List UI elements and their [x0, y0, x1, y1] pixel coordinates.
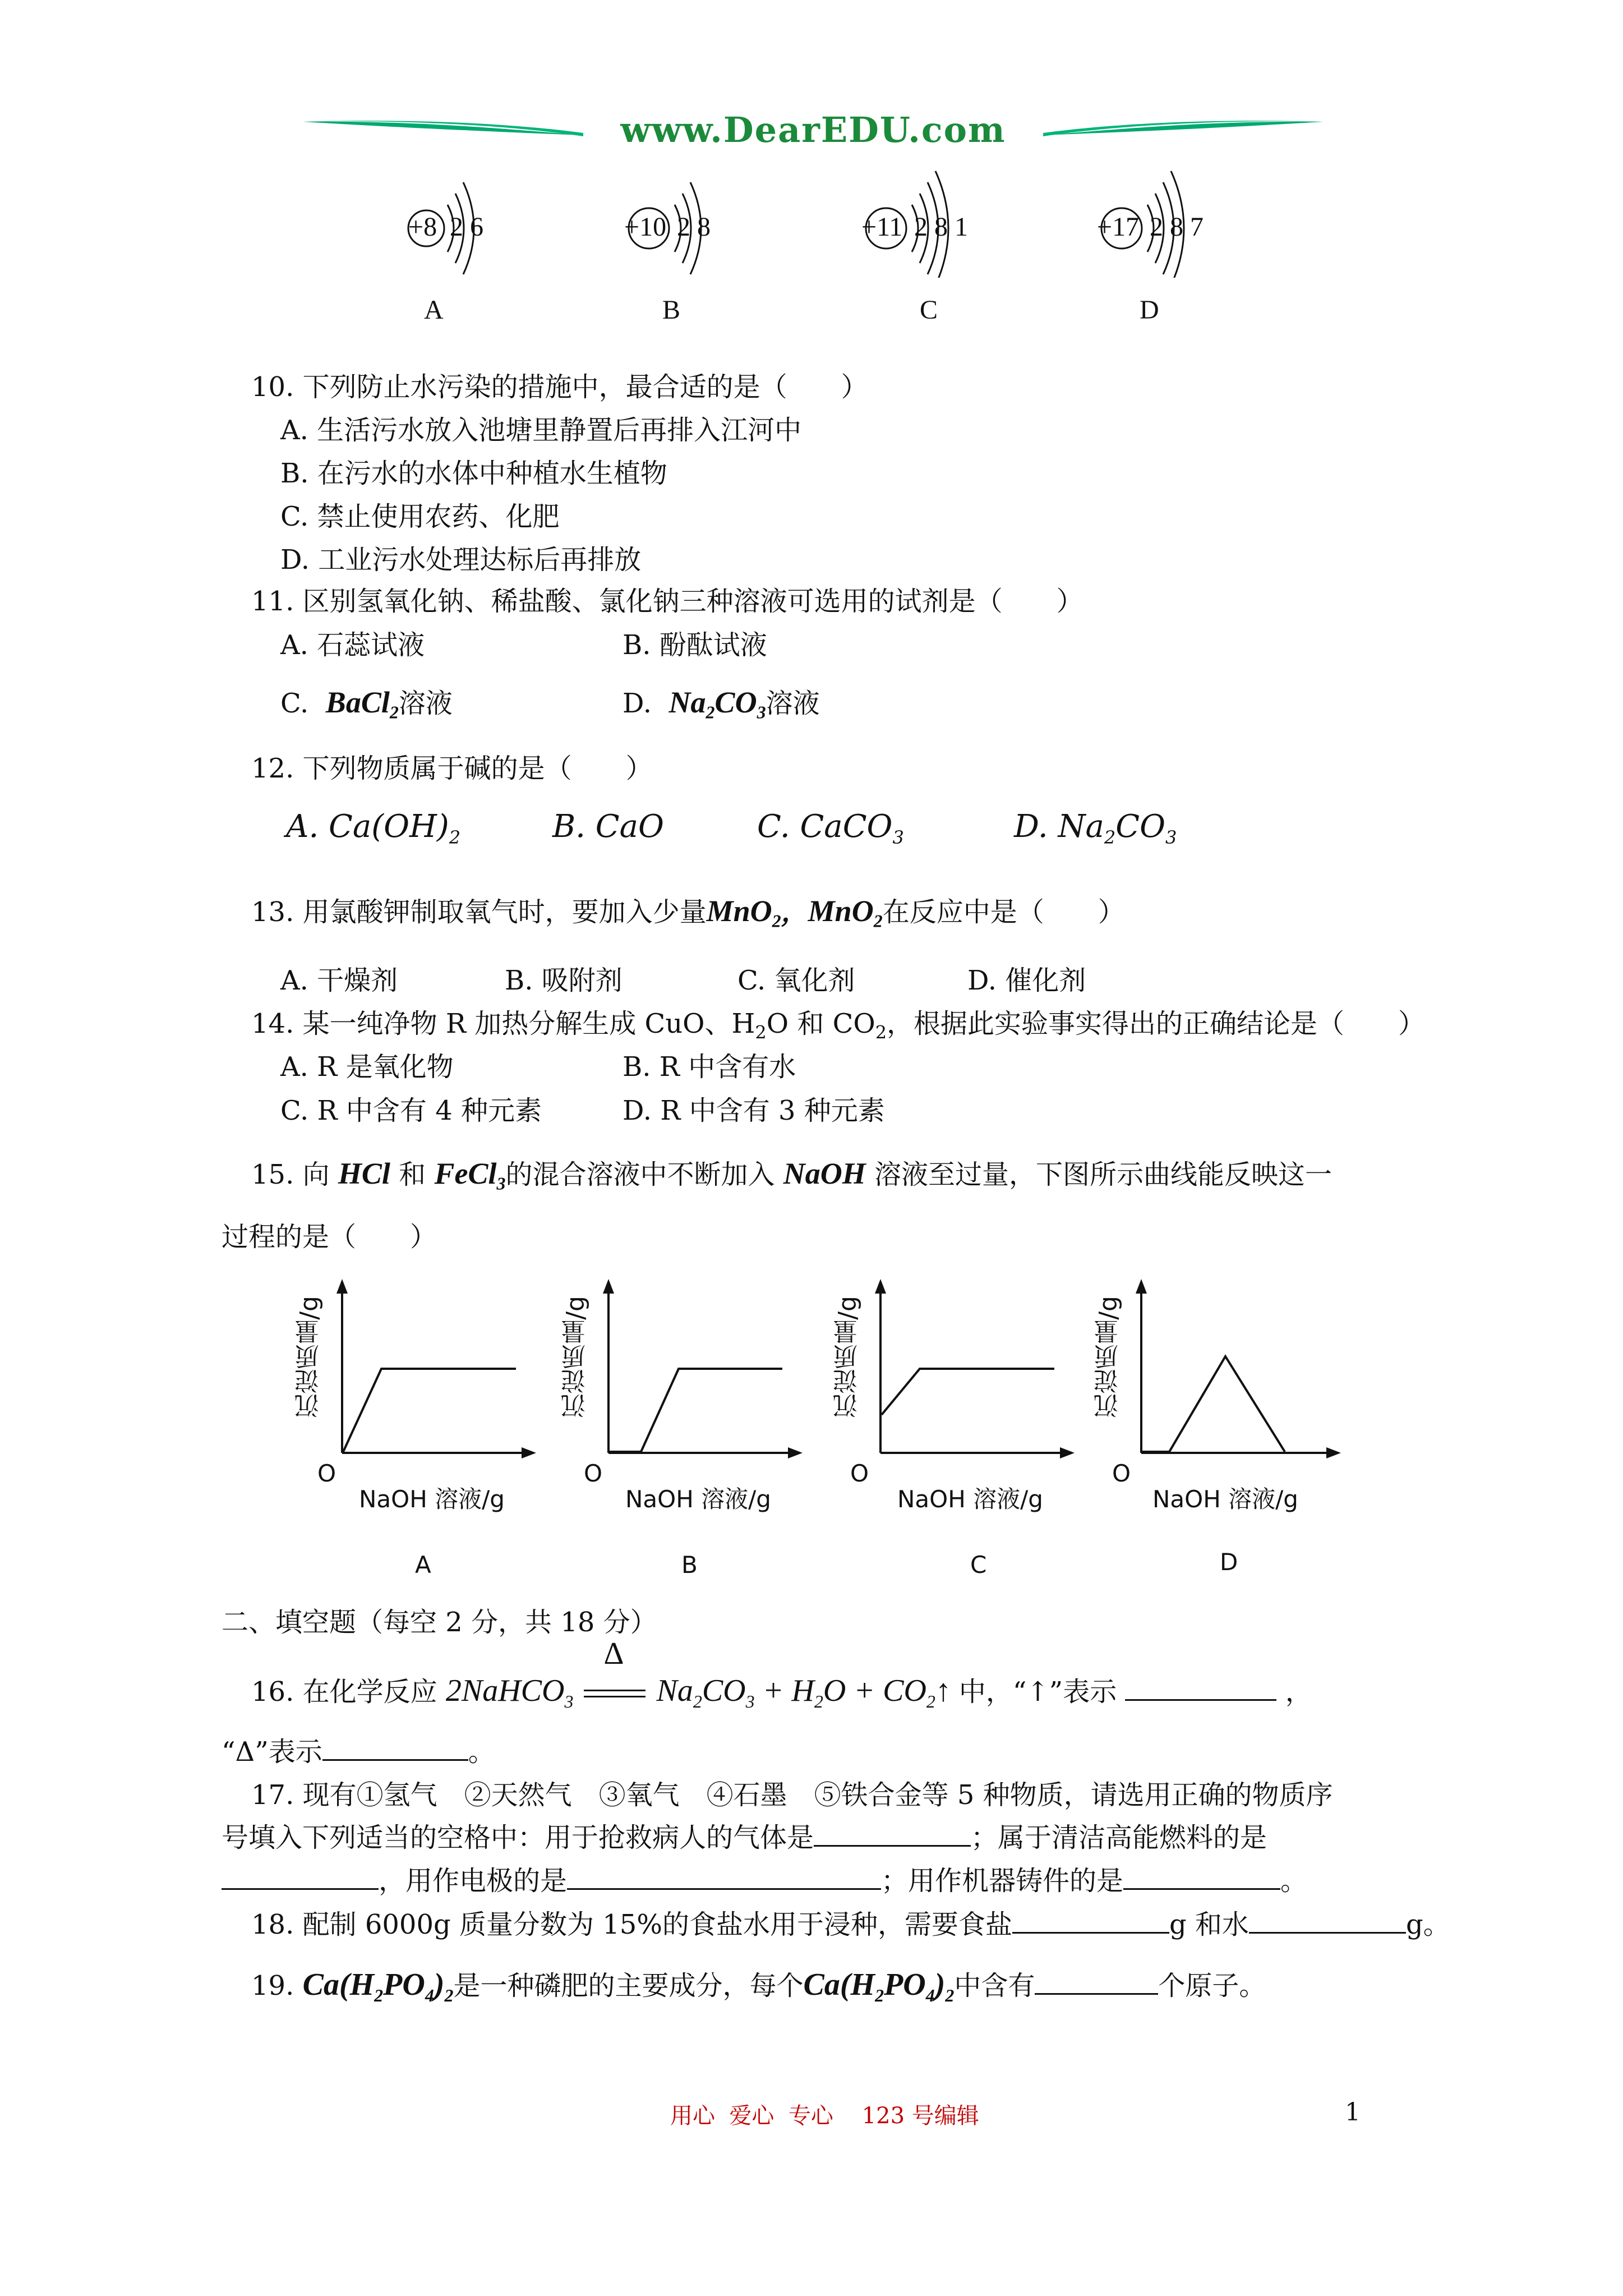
q16-part1: 16. 在化学反应	[251, 1676, 437, 1708]
q16-eq-r2-sub: 3	[745, 1691, 755, 1712]
q17-line2-a: 号填入下列适当的空格中：用于抢救病人的气体是	[222, 1822, 814, 1853]
q15-part4: 溶液至过量，下图所示曲线能反映这一	[874, 1159, 1332, 1190]
graph-c-label: C	[970, 1551, 987, 1579]
q12-option-a-text: A. Ca(OH)	[286, 808, 449, 845]
q16-eq-r3: + H	[754, 1673, 814, 1708]
q19-f2-sub3: 2	[945, 1985, 955, 2006]
q14-stem-part3: ，根据此实验事实得出的正确结论是（ ）	[887, 1008, 1426, 1039]
section-2-heading: 二、填空题（每空 2 分，共 18 分）	[222, 1607, 657, 1638]
q11-option-d-formula2: CO	[714, 685, 757, 719]
graph-c-ylabel: 沉淀质量/g	[833, 1296, 862, 1419]
q18-part-c: g。	[1405, 1909, 1450, 1940]
q13-option-b: B. 吸附剂	[505, 965, 623, 996]
atom-b	[620, 165, 754, 325]
q12-option-d	[1014, 810, 1177, 854]
q15-formula-fecl-sub: 3	[496, 1173, 506, 1194]
q19-formula-2	[803, 1967, 955, 2006]
q11-option-d-prefix: D.	[623, 688, 652, 719]
atom-a-shell-1: 2	[450, 212, 463, 242]
q16-line1	[251, 1636, 1312, 1718]
q13-stem-part2: 在反应中是（ ）	[882, 896, 1125, 928]
atom-c-shell-3: 1	[955, 212, 968, 242]
q16-part3: ，	[1285, 1676, 1312, 1708]
q16-eq-r3-sub: 2	[814, 1691, 823, 1712]
atom-b-label: B	[662, 295, 681, 325]
q18-part-b: g 和水	[1169, 1909, 1249, 1940]
q19-blank[interactable]	[1035, 1968, 1158, 1995]
q16-delta-sign	[581, 1636, 648, 1708]
q16-eq-left: 2NaHCO	[445, 1673, 565, 1708]
atom-b-shell-1: 2	[677, 212, 690, 242]
q15-formula-naoh: NaOH	[783, 1157, 866, 1190]
q10-stem: 10. 下列防止水污染的措施中，最合适的是（ ）	[251, 371, 868, 403]
q16-eq-r4: O + CO	[823, 1673, 926, 1708]
q14-co2-sub: 2	[875, 1022, 887, 1043]
q17-blank-3[interactable]	[567, 1864, 881, 1890]
q19-text-3: 个原子。	[1158, 1970, 1266, 2001]
q19-f1-mid: PO	[383, 1967, 425, 2002]
graph-b-origin: O	[584, 1460, 603, 1487]
q19-formula-1	[302, 1967, 454, 2006]
q17-line3-b: ；用作机器铸件的是	[881, 1865, 1124, 1897]
q12-stem: 12. 下列物质属于碱的是（ ）	[251, 753, 653, 784]
q19-number: 19.	[251, 1970, 294, 2001]
q11-option-c-suffix: 溶液	[398, 688, 453, 719]
q19-line	[251, 1968, 1266, 2012]
q11-option-d-formula: Na	[668, 685, 706, 719]
graph-a-xlabel: NaOH 溶液/g	[359, 1485, 505, 1513]
q19-f1-sub2: 4	[425, 1985, 434, 2006]
atom-a-label: A	[424, 295, 444, 325]
q17-line2	[222, 1820, 1267, 1855]
graph-b-xlabel: NaOH 溶液/g	[625, 1485, 771, 1513]
q15-part3: 的混合溶液中不断加入	[505, 1159, 775, 1190]
q11-option-d-suffix: 溶液	[766, 688, 820, 719]
q16-blank-2[interactable]	[322, 1734, 468, 1761]
q11-option-d-sub1: 2	[706, 702, 715, 723]
q10-option-c: C. 禁止使用农药、化肥	[280, 501, 560, 532]
q19-f1-a: Ca(H	[302, 1967, 375, 2002]
q10-option-b: B. 在污水的水体中种植水生植物	[280, 458, 667, 489]
q14-option-b: B. R 中含有水	[623, 1051, 796, 1083]
graph-b	[547, 1273, 805, 1588]
q13-sep: ，	[781, 898, 808, 927]
q19-f2-a: Ca(H	[803, 1967, 875, 2002]
q14-h2o-sub: 2	[755, 1022, 767, 1043]
q16-eq-r1: Na	[656, 1673, 693, 1708]
graph-d	[1080, 1273, 1343, 1588]
graph-d-origin: O	[1112, 1460, 1131, 1487]
atom-c	[858, 165, 1004, 325]
q12-option-d-text2: CO	[1115, 808, 1166, 845]
site-title: www.DearEDU.com	[620, 109, 1006, 150]
q18-part-a: 18. 配制 6000g 质量分数为 15%的食盐水用于浸种，需要食盐	[251, 1909, 1012, 1940]
graph-a-origin: O	[317, 1460, 336, 1487]
footer-text: 用心 爱心 专心 123 号编辑	[670, 2103, 979, 2129]
q12-option-d-sub1: 2	[1104, 827, 1116, 849]
atom-b-nucleus: +10	[624, 212, 667, 242]
atom-d-nucleus: +17	[1097, 212, 1140, 242]
q16-line2-a: “Δ”表示	[222, 1736, 322, 1768]
q16-equation	[445, 1636, 959, 1712]
q13-formula1: MnO	[706, 894, 772, 928]
q13-formula1-sub: 2	[772, 910, 781, 931]
q11-option-c-prefix: C.	[280, 688, 309, 719]
q14-option-c: C. R 中含有 4 种元素	[280, 1095, 542, 1126]
q14-stem-part2: O 和 CO	[766, 1008, 875, 1039]
q13-option-d: D. 催化剂	[967, 965, 1086, 996]
graph-a	[280, 1273, 538, 1588]
q11-option-a: A. 石蕊试液	[280, 629, 425, 661]
graph-c	[819, 1273, 1077, 1588]
atom-c-label: C	[920, 295, 938, 325]
q14-stem-part1: 14. 某一纯净物 R 加热分解生成 CuO、H	[251, 1008, 755, 1039]
q16-eq-r1-sub: 2	[693, 1691, 702, 1712]
graph-d-ylabel: 沉淀质量/g	[1094, 1296, 1123, 1419]
q13-formula2-sub: 2	[873, 910, 883, 931]
q16-eq-r2: CO	[702, 1673, 746, 1708]
atom-c-shell-2: 8	[934, 212, 948, 242]
page-number: 1	[1345, 2098, 1361, 2127]
q12-option-c-text: C. CaCO	[757, 808, 893, 845]
q16-eq-r4-sub: 2	[926, 1691, 935, 1712]
q11-option-c	[280, 685, 453, 729]
q18-line	[251, 1907, 1450, 1941]
q11-option-c-sub: 2	[389, 702, 399, 723]
graph-c-xlabel: NaOH 溶液/g	[897, 1485, 1043, 1513]
q11-option-d-sub2: 3	[757, 702, 766, 723]
atom-b-shell-2: 8	[697, 212, 711, 242]
graph-b-ylabel: 沉淀质量/g	[561, 1296, 590, 1419]
q17-line2-b: ；属于清洁高能燃料的是	[971, 1822, 1267, 1853]
q12-option-d-sub2: 3	[1165, 827, 1177, 849]
q14-option-d: D. R 中含有 3 种元素	[623, 1095, 885, 1126]
atom-d	[1094, 165, 1239, 325]
q14-stem	[251, 1007, 1425, 1050]
atom-a	[404, 165, 527, 325]
atom-d-shell-1: 2	[1150, 212, 1163, 242]
q13-stem	[251, 894, 1125, 938]
q13-stem-part1: 13. 用氯酸钾制取氧气时，要加入少量	[251, 896, 707, 928]
q16-line2-b: 。	[468, 1736, 495, 1768]
q19-text-2: 中含有	[954, 1970, 1035, 2001]
q15-stem	[251, 1157, 1332, 1200]
q17-line1: 17. 现有①氢气 ②天然气 ③氧气 ④石墨 ⑤铁合金等 5 种物质，请选用正确的物质序	[251, 1779, 1333, 1811]
q12-option-b: B. CaO	[552, 808, 664, 845]
q12-option-a-sub: 2	[449, 827, 461, 849]
atom-c-nucleus: +11	[861, 212, 903, 242]
q12-option-a	[286, 810, 460, 854]
q19-f1-sub1: 2	[374, 1985, 384, 2006]
q19-f1-end: )	[434, 1967, 445, 2002]
q16-blank-1[interactable]	[1125, 1674, 1276, 1701]
q16-delta: Δ	[603, 1636, 624, 1671]
atom-a-shell-2: 6	[470, 212, 483, 242]
q12-option-c-sub: 3	[892, 827, 904, 849]
q17-blank-4[interactable]	[1123, 1864, 1280, 1890]
q15-part1: 15. 向	[251, 1159, 330, 1190]
q15-formula-hcl: HCl	[338, 1157, 390, 1190]
q11-option-c-formula: BaCl	[325, 685, 390, 719]
q17-blank-1[interactable]	[814, 1820, 971, 1847]
atom-c-shell-1: 2	[914, 212, 928, 242]
q15-stem-line2: 过程的是（ ）	[222, 1221, 437, 1253]
q11-stem: 11. 区别氢氧化钠、稀盐酸、氯化钠三种溶液可选用的试剂是（ ）	[251, 586, 1083, 617]
q13-formula2: MnO	[808, 894, 874, 928]
q17-line3	[222, 1864, 1307, 1898]
q12-option-c	[757, 810, 904, 854]
q11-option-d	[623, 685, 820, 729]
q11-option-b: B. 酚酞试液	[623, 629, 767, 661]
graph-c-origin: O	[850, 1460, 869, 1487]
atom-a-nucleus: +8	[408, 212, 437, 242]
q10-option-d: D. 工业污水处理达标后再排放	[280, 544, 642, 576]
atom-d-shell-3: 7	[1190, 212, 1204, 242]
atom-d-label: D	[1140, 295, 1159, 325]
q14-option-a: A. R 是氧化物	[280, 1051, 454, 1083]
graph-d-xlabel: NaOH 溶液/g	[1152, 1485, 1298, 1513]
q12-option-d-text1: D. Na	[1014, 808, 1104, 845]
header-banner	[303, 109, 1324, 160]
q13-option-a: A. 干燥剂	[280, 965, 398, 996]
q19-f2-mid: PO	[884, 1967, 926, 2002]
q18-blank-water[interactable]	[1249, 1907, 1406, 1934]
q17-line3-a: ，用作电极的是	[379, 1865, 568, 1897]
q15-formula-fecl: FeCl	[434, 1157, 497, 1190]
q19-f1-sub3: 2	[444, 1985, 454, 2006]
q19-text-1: 是一种磷肥的主要成分，每个	[453, 1970, 804, 2001]
q16-arrow: ↑	[935, 1673, 951, 1708]
q19-f2-sub2: 4	[925, 1985, 935, 2006]
q19-f2-end: )	[934, 1967, 946, 2002]
q18-blank-salt[interactable]	[1012, 1907, 1169, 1934]
q17-blank-2[interactable]	[222, 1864, 379, 1890]
graph-a-ylabel: 沉淀质量/g	[295, 1296, 324, 1419]
q16-part2: 中，“↑”表示	[958, 1676, 1117, 1708]
q13-option-c: C. 氧化剂	[737, 965, 855, 996]
graph-d-label: D	[1220, 1548, 1238, 1576]
graph-a-label: A	[415, 1551, 431, 1579]
q16-eq-left-sub: 3	[564, 1691, 574, 1712]
q19-f2-sub1: 2	[875, 1985, 884, 2006]
q16-line2	[222, 1734, 495, 1769]
atom-d-shell-2: 8	[1170, 212, 1183, 242]
q15-part2: 和	[399, 1159, 426, 1190]
q10-option-a: A. 生活污水放入池塘里静置后再排入江河中	[280, 415, 802, 446]
graph-b-label: B	[681, 1551, 698, 1579]
q17-line3-c: 。	[1280, 1865, 1308, 1897]
